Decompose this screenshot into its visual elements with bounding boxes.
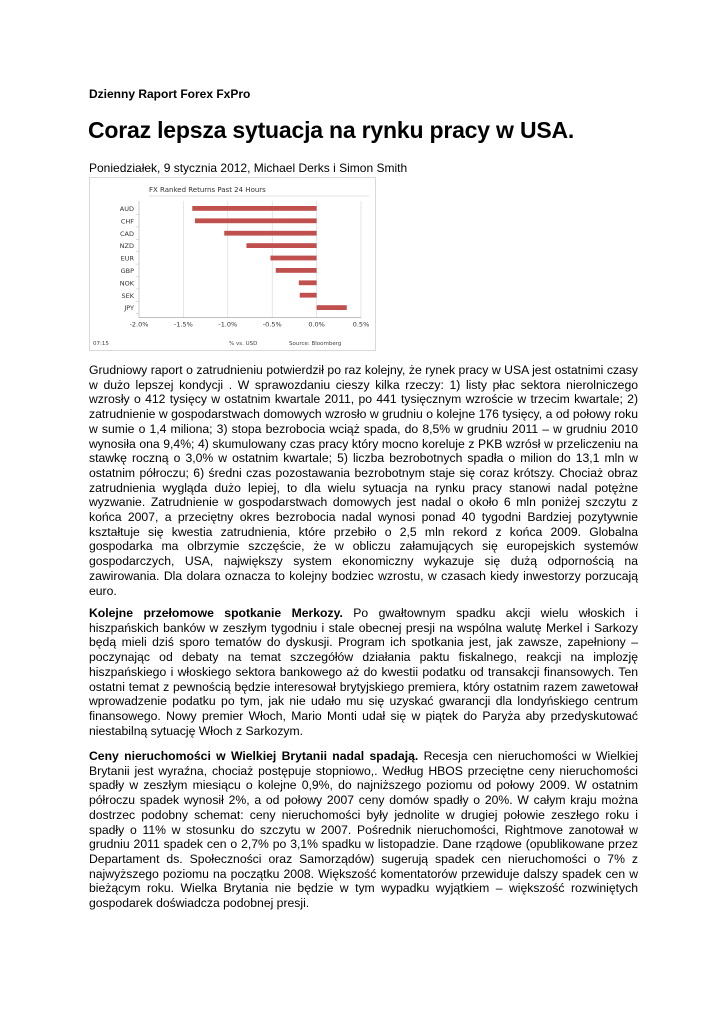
paragraph-body: Po gwałtownym spadku akcji wielu włoskich i hiszpańskich banków w zeszłym tygodniu i stale obecnej presji na wspólna walutę Merkel i Sarkozy będą mieli dziś sporo tematów do dyskusji. Program ich spotkania jest, jak zawsze, zapełniony – poczynając od debaty na temat szczegółów działania paktu fiskalnego, reakcji na implozję hiszpańskiego i włoskiego sektora bankowego aż do kwestii podatku od transakcji finansowych. Ten ostatni temat z pewnością będzie interesował brytyjskiego premiera, który ostatnim razem zawetował wprowadzenie podatku po tym, jak nie udało mu się uzyskać gwarancji dla londyńskiego centrum finansowego. Nowy premier Włoch, Mario Monti udał się w piątek do Paryża aby przedyskutować niestabilną sytuację Włoch z Sarkozym. xyxy=(89,606,638,738)
chart-time-label: 07:15 xyxy=(93,341,109,347)
report-name: Dzienny Raport Forex FxPro xyxy=(89,87,251,101)
chart-title: FX Ranked Returns Past 24 Hours xyxy=(149,186,266,194)
chart-category-label: AUD xyxy=(119,205,134,213)
fx-returns-chart xyxy=(89,177,376,351)
chart-bar-nok xyxy=(299,280,317,285)
chart-bar-eur xyxy=(270,256,316,261)
paragraph-body: Recesja cen nieruchomości w Wielkiej Brytanii jest wyraźna, chociaż postępuje stopniowo,. Według HBOS przeciętne ceny nieruchomości spadły w zeszłym miesiącu o kolejne 0,9%, do najniższego poziomu od połowy 2009. W ostatnim półroczu spadek wynosił 2%, a od połowy 2007 ceny domów spadły o 20%. W całym kraju można dostrzec podobny schemat: ceny nieruchomości były jednolite w drugiej połowie zeszłego roku i spadły o 11% w stosunku do szczytu w 2007. Pośrednik nieruchomości, Rightmove zanotował w grudniu 2011 spadek cen o 2,7% po 3,1% spadku w listopadzie. Dane rządowe (opublikowane przez Departament ds. Społeczności oraz Samorządów) sugerują spadek cen nieruchomości o 7% z najwyższego poziomu na początku 2008. Większość komentatorów przewiduje dalszy spadek cen w bieżącym roku. Wielka Brytania nie będzie w tym wypadku wyjątkiem – większość rozwiniętych gospodarek doświadcza podobnej presji. xyxy=(89,749,638,911)
paragraph-merkozy xyxy=(89,606,638,738)
chart-category-label: SEK xyxy=(121,291,134,300)
paragraph-uk-housing xyxy=(89,749,638,911)
chart-category-label: CHF xyxy=(120,217,134,226)
chart-category-label: GBP xyxy=(120,267,134,275)
chart-category-label: CAD xyxy=(120,229,134,238)
chart-x-tick-label: -1.0% xyxy=(218,320,238,329)
chart-bar-gbp xyxy=(276,268,317,273)
chart-bar-cad xyxy=(224,231,316,236)
paragraph-heading: Ceny nieruchomości w Wielkiej Brytanii nadal spadają. xyxy=(89,749,419,763)
chart-category-label: JPY xyxy=(124,304,134,313)
chart-category-label: NZD xyxy=(119,242,134,251)
chart-x-tick-label: -0.5% xyxy=(262,320,282,329)
chart-x-tick-label: 0.0% xyxy=(308,320,325,329)
chart-bar-jpy xyxy=(317,305,347,310)
paragraph-labor-market: Grudniowy raport o zatrudnieniu potwierdził po raz kolejny, że rynek pracy w USA jest ostatnimi czasy w dużo lepszej kondycji . W sprawozdaniu cieszy kilka rzeczy: 1) listy płac sektora nierolniczego wzrosły o 412 tysięcy w ostatnim kwartale 2011, po 441 tysięcznym wzroście w trzecim kwartale; 2) zatrudnienie w gospodarstwach domowych wzrosło w grudniu o kolejne 176 tysięcy, a od połowy roku w sumie o 1,4 miliona; 3) stopa bezrobocia wciąż spada, do 8,5% w grudniu 2011 – w grudniu 2010 wynosiła ona 9,4%; 4) skumulowany czas pracy który mocno koreluje z PKB wzrósł w przeliczeniu na stawkę roczną o 3,0% w ostatnim kwartale; 5) liczba bezrobotnych spadła o milion do 13,1 mln w ostatnim półroczu; 6) średni czas pozostawania bezrobotnym staje się coraz krótszy. Chociaż obraz zatrudnienia wygląda dużo lepiej, to dla wielu sytuacja na rynku pracy stanowi nadal potężne wyzwanie. Zatrudnienie w gospodarstwach domowych jest nadal o około 6 mln poniżej szczytu z końca 2007, a przeciętny okres bezrobocia nadal wynosi ponad 40 tygodni Bardziej pozytywnie kształtuje się kwestia zatrudnienia, które przebiło o 2,5 mln rekord z końca 2009. Globalna gospodarka ma olbrzymie szczęście, że w obliczu załamujących się europejskich systemów gospodarczych, USA, największy system ekonomiczny wykazuje się dużą odpornością na zawirowania. Dla dolara oznacza to kolejny bodziec wzrostu, w czasach kiedy inwestorzy porzucają euro. xyxy=(89,363,638,598)
byline: Poniedziałek, 9 stycznia 2012, Michael Derks i Simon Smith xyxy=(89,161,408,175)
chart-bar-sek xyxy=(300,293,317,298)
chart-x-tick-label: -2.0% xyxy=(129,320,149,329)
chart-x-axis-label: % vs. USD xyxy=(229,341,258,347)
paragraph-heading: Kolejne przełomowe spotkanie Merkozy. xyxy=(89,606,343,620)
chart-x-tick-label: 0.5% xyxy=(352,320,370,329)
chart-bar-chf xyxy=(195,218,317,223)
chart-category-label: NOK xyxy=(119,279,134,288)
chart-x-tick-label: -1.5% xyxy=(173,320,193,329)
chart-source: Source: Bloomberg xyxy=(289,341,342,347)
page-title: Coraz lepsza sytuacja na rynku pracy w USA. xyxy=(88,117,575,143)
chart-bar-aud xyxy=(192,206,316,211)
chart-bar-nzd xyxy=(246,243,316,248)
chart-category-label: EUR xyxy=(120,254,134,263)
